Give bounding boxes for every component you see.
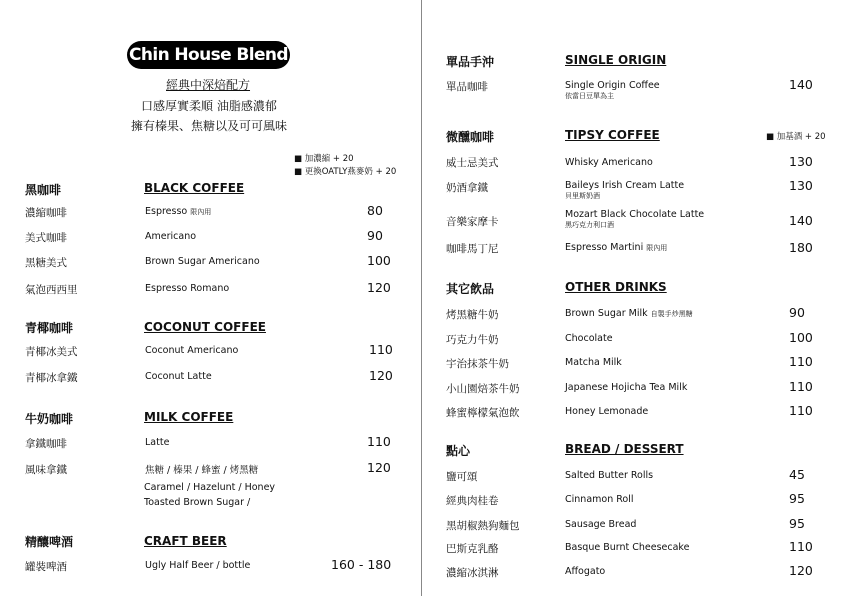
section-other-en: OTHER DRINKS (565, 280, 667, 294)
section-milk-zh: 牛奶咖啡 (25, 412, 74, 426)
menu-item-price: 110 (789, 539, 813, 554)
menu-item-zh: 鹽可頌 (446, 471, 478, 483)
menu-item-en: Latte (145, 437, 170, 448)
menu-item-price: 120 (789, 563, 813, 578)
menu-item-zh: 風味拿鐵 (25, 464, 67, 476)
menu-item-zh: 濃縮冰淇淋 (446, 567, 499, 579)
menu-item-flavors-en: Toasted Brown Sugar / (144, 497, 251, 508)
section-milk-en: MILK COFFEE (144, 410, 234, 424)
section-tipsy-en: TIPSY COFFEE (565, 128, 660, 142)
menu-item-price: 110 (789, 354, 813, 369)
menu-item-zh: 咖啡馬丁尼 (446, 243, 499, 255)
dine-in-note: 限內用 (190, 208, 212, 216)
section-beer-zh: 精釀啤酒 (25, 535, 74, 549)
menu-item-zh: 蜂蜜檸檬氣泡飲 (446, 407, 520, 419)
menu-item-flavors-zh: 焦糖 / 榛果 / 蜂蜜 / 烤黑糖 (145, 465, 259, 476)
menu-item-en: Affogato (565, 566, 606, 577)
menu-item-price: 110 (789, 403, 813, 418)
section-black-zh: 黑咖啡 (25, 183, 62, 197)
brand-title: Chin House Blend (127, 41, 290, 69)
menu-item-en: Salted Butter Rolls (565, 470, 654, 481)
menu-item-zh: 威士忌美式 (446, 157, 499, 169)
section-dessert-en: BREAD / DESSERT (565, 442, 684, 456)
menu-item-en: Matcha Milk (565, 357, 622, 368)
brand-tagline-3: 擁有榛果、焦糖以及可可風味 (131, 119, 288, 133)
addon-oatly: ■ 更換OATLY燕麥奶 + 20 (294, 167, 397, 177)
menu-item-en: Brown Sugar Milk 自製手炒黑糖 (565, 308, 693, 319)
menu-item-price: 130 (789, 178, 813, 193)
menu-item-zh: 經典肉桂卷 (446, 495, 499, 507)
menu-item-price: 110 (369, 342, 393, 357)
menu-item-price: 90 (789, 305, 805, 320)
menu-item-en: Basque Burnt Cheesecake (565, 542, 690, 553)
menu-item-price: 120 (369, 368, 393, 383)
menu-item-zh: 青椰冰拿鐵 (25, 372, 78, 384)
menu-item-en: Mozart Black Chocolate Latte 黑巧克力利口酒 (565, 209, 705, 229)
menu-item-en: Coconut Americano (145, 345, 239, 356)
menu-item-zh: 音樂家摩卡 (446, 216, 499, 228)
menu-item-en: Brown Sugar Americano (145, 256, 260, 267)
section-beer-en: CRAFT BEER (144, 534, 227, 548)
menu-item-price: 100 (367, 253, 391, 268)
menu-item-price: 140 (789, 213, 813, 228)
brand-tagline-1: 經典中深焙配方 (166, 78, 251, 92)
dine-in-note: 限內用 (646, 244, 668, 252)
section-single-en: SINGLE ORIGIN (565, 53, 667, 67)
menu-item-zh: 小山園焙茶牛奶 (446, 383, 520, 395)
menu-item-en: Espresso Romano (145, 283, 230, 294)
section-coconut-en: COCONUT COFFEE (144, 320, 266, 334)
brand-tagline-2: 口感厚實柔順 油脂感濃郁 (141, 99, 277, 113)
menu-item-price: 130 (789, 154, 813, 169)
menu-item-sub: 黑巧克力利口酒 (565, 221, 614, 229)
addon-liquor: ■ 加基酒 + 20 (766, 132, 826, 142)
menu-item-zh: 單品咖啡 (446, 81, 488, 93)
menu-item-zh: 烤黑糖牛奶 (446, 309, 499, 321)
menu-item-zh: 宇治抹茶牛奶 (446, 358, 509, 370)
menu-item-en: Espresso 限內用 (145, 206, 212, 217)
menu-item-zh: 青椰冰美式 (25, 346, 78, 358)
menu-item-price: 120 (367, 460, 391, 475)
section-tipsy-zh: 微醺咖啡 (446, 130, 495, 144)
menu-item-sub: 貝里斯奶酒 (565, 192, 600, 200)
menu-item-zh: 黑胡椒熱狗麵包 (446, 520, 520, 532)
menu-item-zh: 氣泡西西里 (25, 284, 78, 296)
menu-item-price: 180 (789, 240, 813, 255)
menu-item-zh: 黑糖美式 (25, 257, 67, 269)
menu-item-price: 120 (367, 280, 391, 295)
menu-item-zh: 美式咖啡 (25, 232, 67, 244)
menu-item-zh: 巴斯克乳酪 (446, 543, 499, 555)
menu-item-note: 自製手炒黑糖 (650, 310, 693, 318)
addon-espresso: ■ 加濃縮 + 20 (294, 154, 354, 164)
menu-item-en: Chocolate (565, 333, 613, 344)
page-divider (421, 0, 422, 596)
menu-item-price: 95 (789, 516, 805, 531)
menu-item-en: Honey Lemonade (565, 406, 649, 417)
menu-item-zh: 奶酒拿鐵 (446, 182, 488, 194)
menu-item-price: 90 (367, 228, 383, 243)
menu-item-en: Americano (145, 231, 197, 242)
section-dessert-zh: 點心 (446, 444, 471, 458)
menu-item-en: Sausage Bread (565, 519, 637, 530)
menu-item-price: 80 (367, 203, 383, 218)
menu-item-price: 110 (789, 379, 813, 394)
menu-item-en: Single Origin Coffee 依當日豆單為主 (565, 80, 660, 100)
section-single-zh: 單品手沖 (446, 55, 495, 69)
menu-item-flavors-en: Caramel / Hazelunt / Honey (144, 482, 276, 493)
menu-item-en: Japanese Hojicha Tea Milk (565, 382, 688, 393)
menu-item-zh: 巧克力牛奶 (446, 334, 499, 346)
section-coconut-zh: 青椰咖啡 (25, 321, 74, 335)
menu-item-price: 100 (789, 330, 813, 345)
menu-item-price: 45 (789, 467, 805, 482)
menu-item-price: 140 (789, 77, 813, 92)
menu-item-en: Coconut Latte (145, 371, 212, 382)
menu-item-price: 160 - 180 (331, 557, 392, 572)
menu-item-zh: 濃縮咖啡 (25, 207, 67, 219)
menu-item-sub: 依當日豆單為主 (565, 92, 614, 100)
menu-item-en: Whisky Americano (565, 157, 653, 168)
menu-item-en: Espresso Martini 限內用 (565, 242, 668, 253)
section-other-zh: 其它飲品 (446, 282, 495, 296)
menu-item-en: Ugly Half Beer / bottle (145, 560, 251, 571)
menu-item-en: Cinnamon Roll (565, 494, 634, 505)
menu-item-en: Baileys Irish Cream Latte 貝里斯奶酒 (565, 180, 685, 200)
menu-item-price: 95 (789, 491, 805, 506)
menu-item-zh: 拿鐵咖啡 (25, 438, 67, 450)
menu-item-zh: 罐裝啤酒 (25, 561, 67, 573)
menu-item-price: 110 (367, 434, 391, 449)
section-black-en: BLACK COFFEE (144, 181, 245, 195)
